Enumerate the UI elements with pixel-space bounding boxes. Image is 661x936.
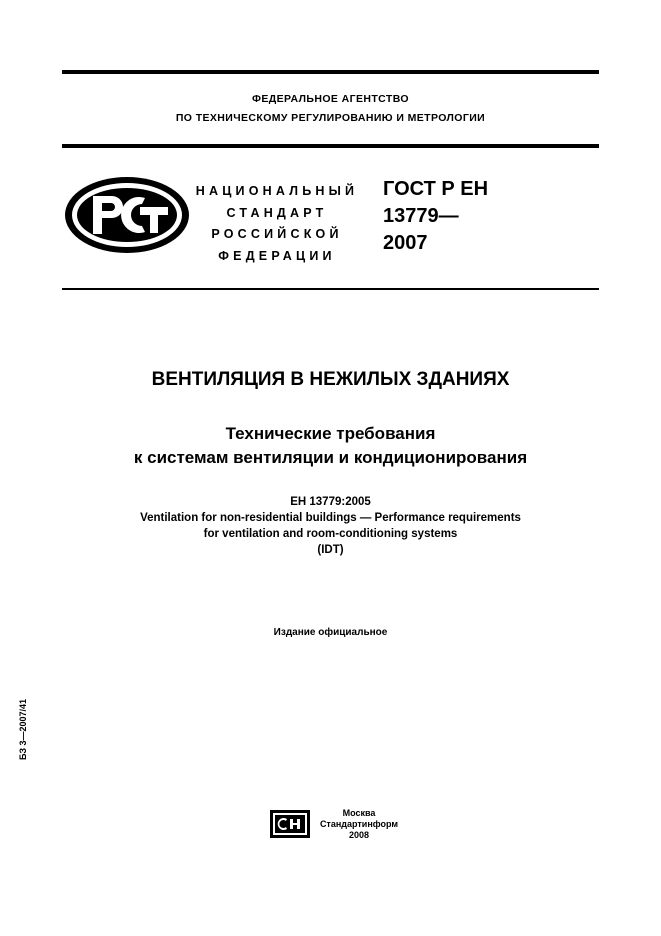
- section-rule: [62, 288, 599, 290]
- publisher-city: Москва: [342, 808, 376, 818]
- gost-line-3: 2007: [383, 232, 428, 254]
- agency-line-2: ПО ТЕХНИЧЕСКОМУ РЕГУЛИРОВАНИЮ И МЕТРОЛОГИИ: [175, 112, 486, 124]
- subtitle-line-1: Технические требования: [225, 424, 436, 443]
- agency-line-1: ФЕДЕРАЛЬНОЕ АГЕНТСТВО: [252, 93, 409, 105]
- gost-line-1: ГОСТ Р ЕН: [383, 178, 489, 200]
- publisher-block: [312, 808, 406, 841]
- document-subtitle: [0, 422, 661, 470]
- top-rule: [62, 70, 599, 74]
- en-idt: (IDT): [317, 544, 344, 556]
- gost-designation: [383, 176, 488, 257]
- side-code: БЗ 3—2007/41: [18, 698, 28, 760]
- national-line-3: РОССИЙСКОЙ: [211, 227, 343, 241]
- national-line-4: ФЕДЕРАЦИИ: [218, 248, 336, 263]
- edition-label: Издание официальное: [273, 627, 388, 638]
- publisher-name: Стандартинформ: [319, 819, 399, 829]
- national-standard-label: [188, 181, 366, 267]
- publisher-year: 2008: [348, 830, 370, 840]
- rst-logo: [62, 174, 192, 261]
- en-title-line-1: Ventilation for non-residential buildings — Performance requirements: [140, 512, 521, 524]
- document-title: ВЕНТИЛЯЦИЯ В НЕЖИЛЫХ ЗДАНИЯХ: [151, 369, 510, 390]
- standartinform-logo-icon: [270, 810, 310, 843]
- en-title-line-2: for ventilation and room-conditioning systems: [203, 528, 458, 540]
- en-code: ЕН 13779:2005: [290, 496, 371, 508]
- header-rule: [62, 144, 599, 148]
- subtitle-line-2: к системам вентиляции и кондиционирования: [133, 448, 528, 467]
- national-line-1: НАЦИОНАЛЬНЫЙ: [195, 184, 359, 198]
- national-line-2: СТАНДАРТ: [226, 205, 328, 220]
- en-reference: [0, 494, 661, 558]
- gost-line-2: 13779—: [383, 205, 459, 227]
